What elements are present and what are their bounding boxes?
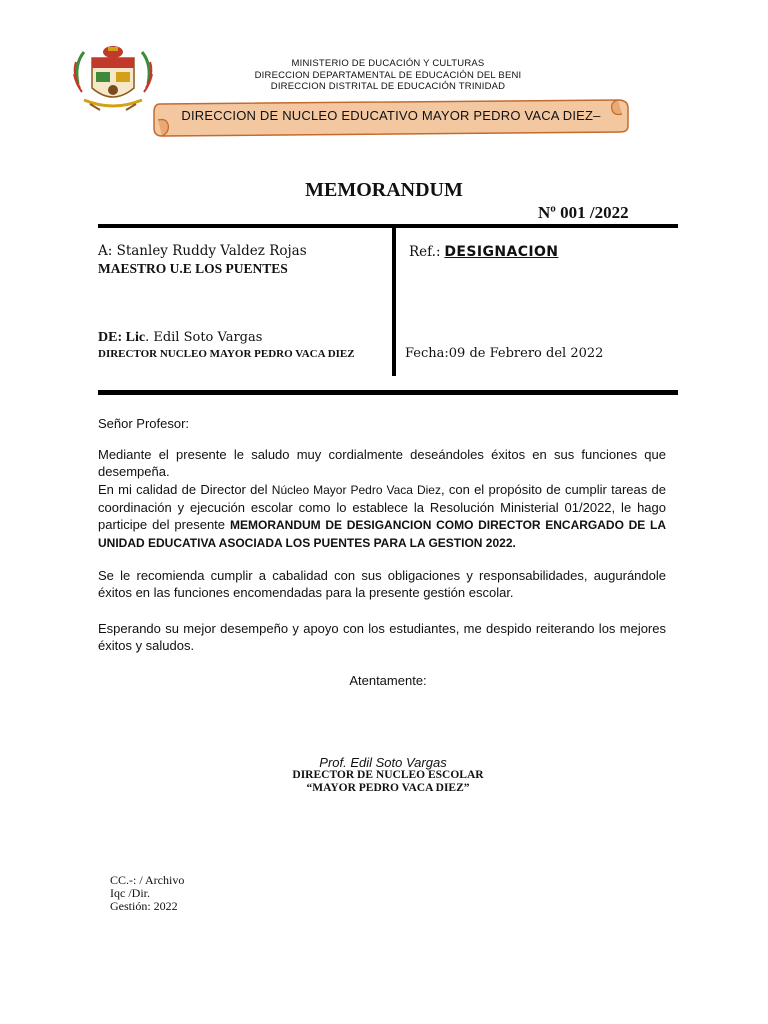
memo-title: MEMORANDUM [305,179,463,201]
p2-designation-bold: MEMORANDUM DE DESIGANCION COMO DIRECTOR ENCARGADO DE LA UNIDAD EDUCATIVA ASOCIADA LOS PUENTES PARA LA GESTION 2022. [98,518,666,550]
memo-number: Nº 001 /2022 [538,203,629,222]
signature-title: DIRECTOR DE NUCLEO ESCOLAR [292,769,484,781]
reference [409,243,558,260]
signature-name: Prof. Edil Soto Vargas [319,755,447,770]
coat-of-arms-icon [70,44,156,112]
recipient-name: A: Stanley Ruddy Valdez Rojas [98,243,307,259]
ministry-name: MINISTERIO DE DUCACIÓN Y CULTURAS [291,58,485,69]
signature-nucleus: “MAYOR PEDRO VACA DIEZ” [306,782,470,794]
paragraph-farewell: Esperando su mejor desempeño y apoyo con los estudiantes, me despido reiterando los mejores éxitos y saludos. [98,621,666,653]
footer-initials: Iqc /Dir. [110,886,150,900]
salutation: Señor Profesor: [98,416,190,431]
p2-nucleus-name: Núcleo Mayor Pedro Vaca Diez [271,483,441,497]
closing: Atentamente: [349,673,427,688]
nucleus-banner-title: DIRECCION DE NUCLEO EDUCATIVO MAYOR PEDRO VACA DIEZ– [181,108,601,123]
sender-role: DIRECTOR NUCLEO MAYOR PEDRO VACA DIEZ [98,348,355,360]
footer-management: Gestión: 2022 [110,899,178,913]
ministry-header [200,58,576,93]
p2-purpose: , con el propósito de cumplir tareas de coordinación y ejecución escolar como lo establece la Resolución Ministerial 01/2022, le hago participe del presente [98,482,666,532]
p2-intro: En mi calidad de Director del [98,482,272,497]
vertical-divider [392,226,396,376]
reference-value: DESIGNACION [444,244,559,260]
top-divider [98,224,678,228]
recipient-role: MAESTRO U.E LOS PUENTES [98,261,288,276]
paragraph-recommendation: Se le recomienda cumplir a cabalidad con sus obligaciones y responsabilidades, augurándole éxitos en las funciones encomendadas para la presente gestión escolar. [98,568,666,600]
footer-notes [110,874,184,913]
bottom-divider [98,390,678,395]
sender-label: DE: Lic [98,330,146,345]
memo-date: Fecha:09 de Febrero del 2022 [405,346,604,361]
district-direction: DIRECCION DISTRITAL DE EDUCACIÓN TRINIDAD [270,81,506,92]
paragraph-greeting: Mediante el presente le saludo muy cordialmente deseándoles éxitos en sus funciones que desempeña. [98,447,666,479]
departmental-direction: DIRECCION DEPARTAMENTAL DE EDUCACIÓN DEL BENI [254,69,522,81]
reference-label: Ref.: [409,244,441,260]
sender [98,329,262,346]
paragraph-designation [98,481,666,552]
sender-name: . Edil Soto Vargas [145,330,263,345]
footer-cc: CC.-: / Archivo [110,873,185,887]
